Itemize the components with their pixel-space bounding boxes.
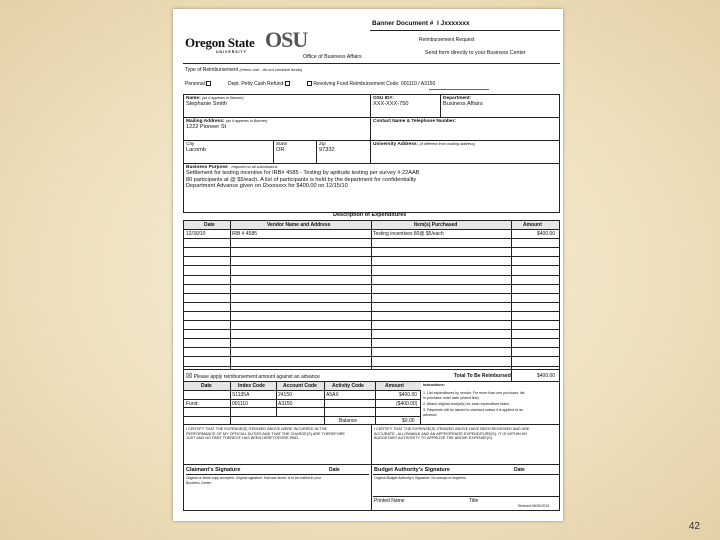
revised-date: Revised 09/26/2010 [518, 504, 550, 508]
instructions-title: Instructions: [423, 383, 445, 387]
expenditure-row-line [184, 347, 559, 348]
divider [184, 416, 421, 417]
slide-page-number: 42 [688, 521, 700, 532]
instruction-line: 1. List expenditures by vendor. For more than one purchase, list [423, 391, 525, 395]
zip-value: 97332 [319, 147, 335, 153]
acct-account-header: Account Code [283, 383, 317, 389]
instruction-line: 2. Attach original receipt(s) for each expenditure listed. [423, 402, 510, 406]
col-divider [371, 425, 372, 464]
form-subtitle: Send form directly to your Business Center [425, 50, 526, 56]
title-label: Title [469, 498, 479, 504]
mailing-address-cell[interactable]: Mailing Address: (as it appears in Banner) 1222 Pioneer St [184, 118, 371, 141]
osu-logo-mark: OSU [265, 27, 308, 52]
state-value: OR [276, 147, 285, 153]
advance-option[interactable]: ☒ Please apply reimbursement amount against an advance [186, 373, 320, 380]
col-divider [324, 382, 325, 424]
instruction-line: in purchase order date (oldest first). [423, 396, 480, 400]
acct-row2-index[interactable]: 001110 [232, 401, 248, 407]
budget-signature-label: Budget Authority's Signature [374, 467, 450, 473]
acct-amount-header: Amount [385, 383, 404, 389]
total-value: $400.00 [537, 373, 556, 379]
expenditure-row-line [184, 311, 559, 312]
fund-label: Fund: [186, 401, 199, 407]
purpose-line: 80 participants at @ $5/each. A list of participants is held by the department for confidentiality [186, 176, 417, 183]
form-title: Reimbursement Request [419, 37, 475, 43]
col-vendor-header: Vendor Name and Address [267, 222, 331, 228]
claimant-signature-line[interactable] [186, 474, 369, 475]
expenditure-row-line [184, 320, 559, 321]
osu-id-value: XXX-XXX-750 [373, 101, 409, 107]
advance-checkbox[interactable]: ☒ [186, 373, 193, 380]
department-cell[interactable]: Department: Business Affairs [441, 95, 559, 118]
expenditure-row-line [184, 356, 559, 357]
signature-box [183, 465, 560, 511]
state-cell[interactable]: State OR [274, 141, 317, 164]
row1-item[interactable]: Testing incentives 80@ $5/each [373, 231, 444, 237]
col-amount-header: Amount [523, 222, 542, 228]
acct-activity-header: Activity Code [332, 383, 364, 389]
department-value: Business Affairs [443, 101, 483, 107]
expenditure-row-line [184, 338, 559, 339]
printed-name-line[interactable] [373, 496, 559, 497]
balance-label: Balance [339, 418, 358, 424]
expenditure-row-line [184, 238, 559, 239]
claimant-date-label: Date [329, 467, 340, 473]
petty-cash-checkbox[interactable] [285, 81, 290, 86]
expenditure-row-line [184, 275, 559, 276]
underline [429, 89, 489, 90]
city-cell[interactable]: City Lacomb [184, 141, 274, 164]
name-value: Stephanie Smith [186, 101, 228, 107]
budget-note: Original Budget Authority's Signature. No stamps or forgeries. [374, 476, 467, 480]
acct-row2-amount[interactable]: ($400.00) [396, 401, 418, 407]
divider [184, 407, 421, 408]
mailing-address-value: 1222 Pioneer St [186, 124, 227, 130]
business-purpose-cell[interactable]: Business Purpose - required on all submissions Settlement for testing incentive for IRB# 4585 - Testing by aptitude testing per survey # 22AAB 80 participants at @ $5/each. A list of participants is held by the department for confidentiality Department Advance given on I2xxxxxxx for $400.00 on 12/15/10 [184, 164, 559, 212]
name-cell[interactable]: Name: (as it appears in Banner) Stephanie Smith [184, 95, 371, 118]
expenditures-table [183, 220, 560, 382]
divider [183, 63, 560, 64]
osu-logo-university: UNIVERSITY [216, 50, 248, 54]
expenditure-row-line [184, 265, 559, 266]
claimant-note: Original or faxed copy accepted. Original signature, that was faxed, is to be mailed to your Business Center. [186, 476, 321, 485]
expenditures-title: Description of Expenditures [333, 212, 407, 218]
purpose-line: Department Advance given on I2xxxxxxx for $400.00 on 12/15/10 [186, 183, 348, 189]
budget-signature-line[interactable] [373, 474, 559, 475]
expenditure-row-line [184, 256, 559, 257]
acct-row1-index[interactable]: S1135A [232, 392, 250, 398]
city-value: Lacomb [186, 147, 206, 153]
osu-logo: Oregon State [185, 35, 255, 50]
banner-document-number: Banner Document # I Jxxxxxxx [372, 20, 470, 27]
university-address-cell[interactable]: University Address: (if different from mailing address) [371, 141, 559, 164]
contact-cell[interactable]: Contact Name & Telephone Number: [371, 118, 559, 141]
instruction-line: advance. [423, 413, 438, 417]
expenditure-row-line [184, 329, 559, 330]
balance-value: $0.00 [402, 418, 415, 424]
personal-option[interactable]: Personal: [185, 81, 211, 87]
acct-row1-account[interactable]: 24150 [278, 392, 292, 398]
acct-date-header: Date [201, 383, 212, 389]
col-divider [230, 382, 231, 424]
revolving-fund-option[interactable]: Revolving Fund Reimbursement Code: 001110 / A3150 [307, 81, 435, 87]
acct-index-header: Index Code [238, 383, 265, 389]
instructions-box [421, 382, 560, 425]
expenditure-row-line [184, 293, 559, 294]
row1-date[interactable]: 12/30/10 [186, 231, 206, 237]
total-label: Total To Be Reimbursed [454, 373, 511, 379]
col-item-header: Item(s) Purchased [414, 222, 458, 228]
revolving-fund-checkbox[interactable] [307, 81, 312, 86]
expenditure-row-line [184, 366, 559, 367]
osu-id-cell[interactable]: OSU ID#: XXX-XXX-750 [371, 95, 441, 118]
certification-box [183, 425, 560, 465]
expenditure-row-line [184, 284, 559, 285]
claimant-signature-label: Claimant's Signature [186, 467, 241, 473]
row1-amount[interactable]: $400.00 [537, 231, 556, 237]
petty-cash-option[interactable]: Dept. Petty Cash Refund: [228, 81, 290, 87]
expenditure-row-line [184, 302, 559, 303]
type-of-reimbursement-label: Type of Reimbursement (check one - do not combine funds) [185, 67, 303, 73]
col-divider [375, 382, 376, 424]
divider [184, 369, 559, 370]
expenditure-row-line [184, 247, 559, 248]
row1-vendor[interactable]: IRB # 4585 [232, 231, 258, 237]
payee-info-box [183, 94, 560, 213]
instruction-line: 3. Payments will be issued to claimant unless it is applied to an [423, 408, 524, 412]
zip-cell[interactable]: Zip 97332 [317, 141, 371, 164]
printed-name-label: Printed Name [374, 498, 405, 504]
col-date-header: Date [204, 222, 215, 228]
acct-row1-activity[interactable]: A5AX [326, 392, 339, 398]
purpose-line: Settlement for testing incentive for IRB# 4585 - Testing by aptitude testing per survey # 22AAB [186, 170, 420, 176]
col-divider [371, 465, 372, 510]
acct-row1-amount[interactable]: $400.00 [399, 392, 418, 398]
budget-certification: I CERTIFY THAT THE EXPENSE(S) ITEMIZED ABOVE HAVE BEEN REVIEWED AND ARE ACCURATE , ALLOWABLE AND AN APPROPRIATE EXPENDITURE(S). IT IS WITHIN MY BUDGETARY AUTHORITY TO APPROVE THE ABOVE EXPENSE(S). [374, 427, 530, 441]
divider [370, 30, 560, 31]
office-name: Office of Business Affairs [303, 54, 362, 60]
budget-date-label: Date [514, 467, 525, 473]
claimant-certification: I CERTIFY THAT THE EXPENSE(S) ITEMIZED ABOVE WERE INCURRED IN THE PERFORMANCE OF MY OFFICIAL DUTIES AND THAT THE CHARGE(S) ARE THEREFORE JUST AND NO PART THEREOF HAS BEEN HERETOFORE PAID. [186, 427, 345, 441]
personal-checkbox[interactable] [206, 81, 211, 86]
reimbursement-form-document [173, 9, 563, 521]
divider [184, 399, 421, 400]
acct-row2-account[interactable]: A3150 [278, 401, 293, 407]
accounting-table [183, 382, 421, 425]
